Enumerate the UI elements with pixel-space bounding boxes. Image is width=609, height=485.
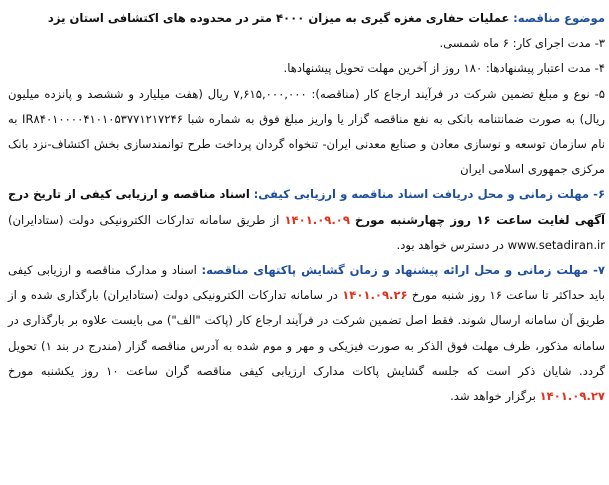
item-7-heading: ۷- مهلت زمانی و محل ارائه پیشنهاد و زمان گشایش پاکتهای مناقصه: — [201, 263, 605, 278]
item-7-date-opening: ۱۴۰۱.۰۹.۲۷ — [539, 389, 605, 404]
setadiran-url[interactable]: www.setadiran.ir — [507, 237, 605, 252]
item-6-documents — [8, 182, 605, 258]
item-7-text-b: در سامانه تدارکات الکترونیکی دولت (ستادایران) بارگذاری شده و از طریق آن سامانه ارسال شوند. فقط اصل تضمین شرکت در فرآیند ارجاع کار (پاکت "الف") می بایست علاوه بر بارگذاری در سامانه مذکور، ظرف مهلت فوق الذکر به صورت فیزیکی و مهر و موم شده به آدرس مناقصه گزار (مندرج در بند ۱) تحویل گردد. شایان ذکر است که جلسه گشایش پاکات مدارک ارزیابی کیفی مناقصه گران ساعت ۱۰ روز یکشنبه مورخ — [8, 288, 606, 378]
item-6-text-c: در دسترس خواهد بود. — [396, 237, 504, 252]
item-3-duration: ۳- مدت اجرای کار: ۶ ماه شمسی. — [439, 36, 605, 51]
item-7-date-submit: ۱۴۰۱.۰۹.۲۶ — [342, 288, 408, 303]
item-7-text-a: اسناد و مدارک مناقصه و ارزیابی کیفی باید حداکثر تا ساعت ۱۶ روز شنبه مورخ — [8, 263, 606, 303]
item-5-guarantee: ۵- نوع و مبلغ تضمین شرکت در فرآیند ارجاع کار (مناقصه): ۷,۶۱۵,۰۰۰,۰۰۰ ریال (هفت میلیارد و ششصد و پانزده میلیون ریال) به صورت ضمانتنامه بانکی به نفع مناقصه گزار یا واریز مبلغ فوق به شماره شبا IR۸۴۰۱۰۰۰۰۴۱۰۱۰۵۳۷۷۱۲۱۷۲۴۶ به نام سازمان توسعه و نوسازی معادن و صنایع معدنی ایران- تنخواه گردان پرداخت طرح توانمندسازی بخش اکتشاف-نزد بانک مرکزی جمهوری اسلامی ایران — [8, 86, 605, 177]
item-7-submission — [8, 258, 605, 409]
item-6-heading: ۶- مهلت زمانی و محل دریافت اسناد مناقصه و ارزیابی کیفی: — [253, 187, 606, 202]
item-6-date: ۱۴۰۱.۰۹.۰۹ — [284, 212, 350, 227]
topic-text: عملیات حفاری مغزه گیری به میزان ۴۰۰۰ متر در محدوده های اکتشافی استان یزد — [47, 11, 510, 25]
item-6-text-b: از طریق سامانه تدارکات الکترونیکی دولت (ستادایران) — [8, 212, 280, 227]
topic-line — [8, 6, 605, 31]
topic-label: موضوع مناقصه: — [513, 11, 605, 25]
item-4-validity: ۴- مدت اعتبار پیشنهادها: ۱۸۰ روز از آخرین مهلت تحویل پیشنهادها. — [283, 61, 605, 76]
item-6-text-a: اسناد مناقصه و ارزیابی کیفی از تاریخ درج آگهی لغایت ساعت ۱۶ روز چهارشنبه مورخ — [8, 187, 606, 227]
item-7-text-c: برگزار خواهد شد. — [450, 389, 536, 404]
